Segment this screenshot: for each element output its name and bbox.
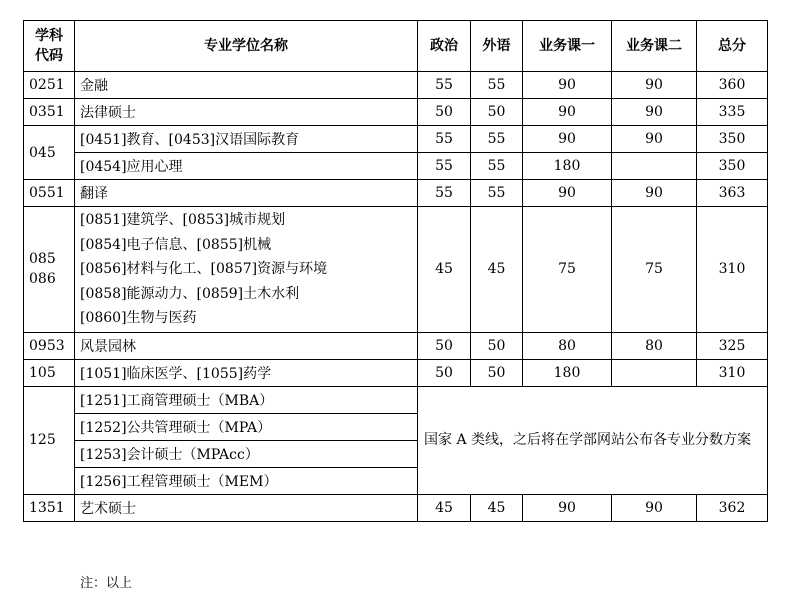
- row-total: 310: [697, 207, 768, 333]
- row-total: 325: [697, 332, 768, 359]
- table-row: [24, 494, 768, 521]
- row-code: [24, 207, 75, 333]
- row-language: 55: [471, 126, 523, 153]
- header-course2: 业务课二: [612, 21, 697, 72]
- row-code-line: 086: [29, 271, 56, 288]
- row-total: 310: [697, 359, 768, 386]
- footer-note-partial: 注：以上: [80, 576, 133, 591]
- header-name: 专业学位名称: [75, 21, 418, 72]
- row-language: 45: [471, 207, 523, 333]
- row-course1: 90: [523, 126, 612, 153]
- row-language: 55: [471, 153, 523, 180]
- row-course2: 90: [612, 180, 697, 207]
- row-total: 362: [697, 494, 768, 521]
- row-language: 50: [471, 99, 523, 126]
- row-name-line: [0854]电子信息、[0855]机械: [80, 236, 272, 253]
- row-code: 0251: [24, 72, 75, 99]
- row-code: 0953: [24, 332, 75, 359]
- row-total: 335: [697, 99, 768, 126]
- header-code-line2: 代码: [35, 48, 63, 64]
- table-row: [24, 386, 768, 413]
- table-row: [24, 180, 768, 207]
- row-course2: 90: [612, 99, 697, 126]
- row-course1: 80: [523, 332, 612, 359]
- row-language: 55: [471, 72, 523, 99]
- row-politics: 55: [418, 153, 471, 180]
- table-row: [24, 332, 768, 359]
- row-politics: 50: [418, 359, 471, 386]
- header-total: 总分: [697, 21, 768, 72]
- row-politics: 50: [418, 99, 471, 126]
- row-course1: 90: [523, 494, 612, 521]
- row-code-line: 085: [29, 251, 56, 268]
- row-course2: 90: [612, 126, 697, 153]
- table-row: [24, 126, 768, 153]
- row-name: [1256]工程管理硕士（MEM）: [75, 467, 418, 494]
- row-name: [0454]应用心理: [75, 153, 418, 180]
- row-course2: [612, 153, 697, 180]
- row-politics: 55: [418, 126, 471, 153]
- header-course1: 业务课一: [523, 21, 612, 72]
- header-language: 外语: [471, 21, 523, 72]
- row-language: 50: [471, 359, 523, 386]
- row-course1: 75: [523, 207, 612, 333]
- row-language: 45: [471, 494, 523, 521]
- row-name: [1251]工商管理硕士（MBA）: [75, 386, 418, 413]
- row-course1: 90: [523, 180, 612, 207]
- header-politics: 政治: [418, 21, 471, 72]
- row-code: 0351: [24, 99, 75, 126]
- header-code: [24, 21, 75, 72]
- row-politics: 55: [418, 180, 471, 207]
- row-course1: 90: [523, 99, 612, 126]
- row-name: 艺术硕士: [75, 494, 418, 521]
- row-politics: 45: [418, 207, 471, 333]
- row-code: 125: [24, 386, 75, 494]
- row-course2: [612, 359, 697, 386]
- row-course1: 180: [523, 359, 612, 386]
- row-name-line: [0858]能源动力、[0859]土木水利: [80, 285, 300, 302]
- header-code-line1: 学科: [35, 28, 63, 44]
- row-language: 55: [471, 180, 523, 207]
- row-total: 350: [697, 126, 768, 153]
- row-course2: 90: [612, 72, 697, 99]
- row-name: [1051]临床医学、[1055]药学: [75, 359, 418, 386]
- row-code: 105: [24, 359, 75, 386]
- row-total: 363: [697, 180, 768, 207]
- table-row: [24, 72, 768, 99]
- row-course2: 75: [612, 207, 697, 333]
- row-name: 法律硕士: [75, 99, 418, 126]
- row-total: 350: [697, 153, 768, 180]
- row-name: [1252]公共管理硕士（MPA）: [75, 413, 418, 440]
- row-language: 50: [471, 332, 523, 359]
- row-course1: 90: [523, 72, 612, 99]
- row-name: 金融: [75, 72, 418, 99]
- row-total: 360: [697, 72, 768, 99]
- row-politics: 50: [418, 332, 471, 359]
- row-name: [0451]教育、[0453]汉语国际教育: [75, 126, 418, 153]
- row-note: 国家 A 类线，之后将在学部网站公布各专业分数方案: [418, 386, 768, 494]
- row-course2: 90: [612, 494, 697, 521]
- table-header-row: [24, 21, 768, 72]
- row-name: [1253]会计硕士（MPAcc）: [75, 440, 418, 467]
- row-name: [75, 207, 418, 333]
- table-row: [24, 207, 768, 333]
- row-name-line: [0856]材料与化工、[0857]资源与环境: [80, 261, 328, 277]
- row-name: 翻译: [75, 180, 418, 207]
- row-course1: 180: [523, 153, 612, 180]
- row-code: 0551: [24, 180, 75, 207]
- row-code: 1351: [24, 494, 75, 521]
- row-politics: 55: [418, 72, 471, 99]
- row-politics: 45: [418, 494, 471, 521]
- row-course2: 80: [612, 332, 697, 359]
- table-row: [24, 359, 768, 386]
- row-name: 风景园林: [75, 332, 418, 359]
- table-row: [24, 99, 768, 126]
- row-code: 045: [24, 126, 75, 180]
- row-name-line: [0851]建筑学、[0853]城市规划: [80, 212, 286, 228]
- table-row: [24, 153, 768, 180]
- score-table: [23, 20, 768, 522]
- row-name-line: [0860]生物与医药: [80, 310, 197, 326]
